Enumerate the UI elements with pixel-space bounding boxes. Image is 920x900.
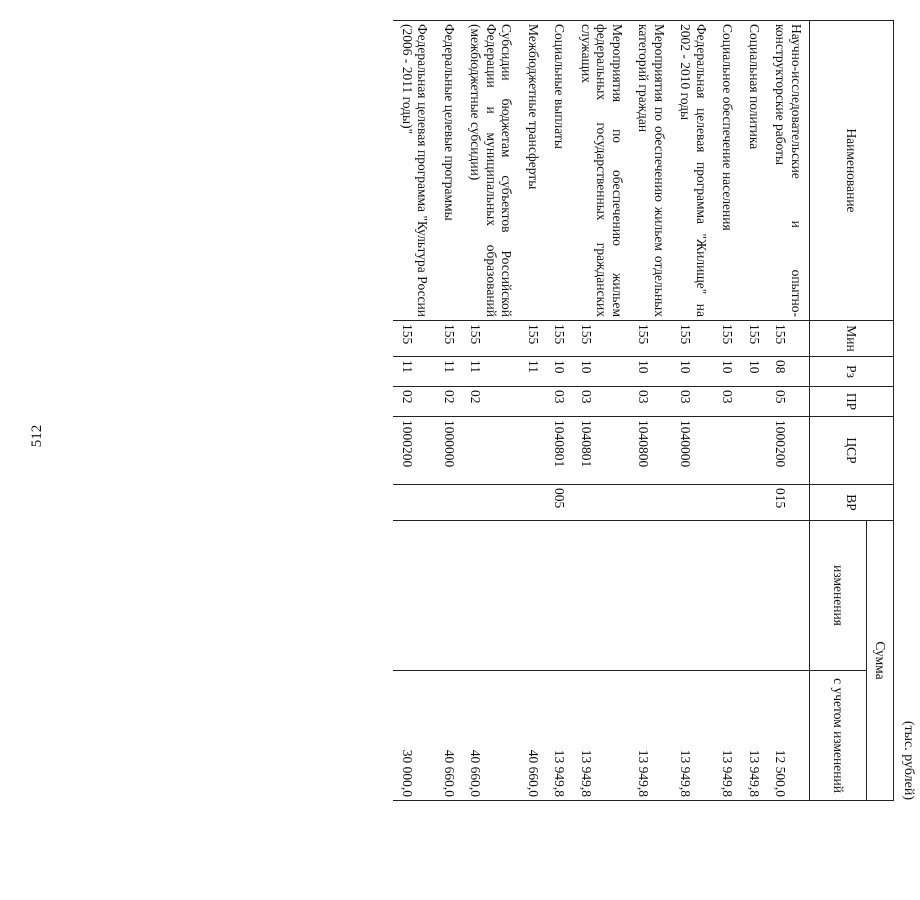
row-pr xyxy=(740,387,767,417)
row-changes xyxy=(393,521,435,671)
row-changes xyxy=(672,521,714,671)
row-rz: 11 xyxy=(519,357,546,387)
row-total: 40 660,0 xyxy=(462,671,520,801)
row-changes xyxy=(435,521,462,671)
row-name: Федеральная целевая программа "Культура России (2006 - 2011 годы)" xyxy=(393,21,435,321)
row-name: Федеральная целевая программа "Жилище" на 2002 - 2010 годы xyxy=(672,21,714,321)
row-total: 12 500,0 xyxy=(767,671,810,801)
row-changes xyxy=(462,521,520,671)
row-changes xyxy=(519,521,546,671)
row-changes xyxy=(714,521,741,671)
row-total: 13 949,8 xyxy=(630,671,672,801)
units-label: (тыс. рублей) xyxy=(901,720,916,800)
row-pr: 03 xyxy=(630,387,672,417)
header-min: Мин xyxy=(810,321,894,357)
row-changes xyxy=(546,521,573,671)
row-csr xyxy=(714,417,741,485)
header-with-changes: с учетом изменений xyxy=(810,671,867,801)
row-name: Субсидии бюджетам субъектов Российской Федерации и муниципальных образований (межбюджетные субсидии) xyxy=(462,21,520,321)
row-name: Социальные выплаты xyxy=(546,21,573,321)
row-vr xyxy=(714,485,741,521)
row-name: Федеральные целевые программы xyxy=(435,21,462,321)
row-changes xyxy=(630,521,672,671)
row-pr: 02 xyxy=(462,387,520,417)
row-pr: 02 xyxy=(435,387,462,417)
page-number: 512 xyxy=(29,424,45,448)
row-vr xyxy=(393,485,435,521)
row-pr: 03 xyxy=(714,387,741,417)
row-total: 13 949,8 xyxy=(546,671,573,801)
row-min: 155 xyxy=(767,321,810,357)
table-row xyxy=(519,21,546,801)
row-vr xyxy=(462,485,520,521)
header-csr: ЦСР xyxy=(810,417,894,485)
row-name: Межбюджетные трансферты xyxy=(519,21,546,321)
row-min: 155 xyxy=(393,321,435,357)
row-name: Социальная политика xyxy=(740,21,767,321)
row-vr xyxy=(519,485,546,521)
row-min: 155 xyxy=(672,321,714,357)
row-pr: 03 xyxy=(572,387,630,417)
row-csr xyxy=(462,417,520,485)
table-row xyxy=(740,21,767,801)
row-name: Мероприятия по обеспечению жильем отдельных категорий граждан xyxy=(630,21,672,321)
row-csr: 1040000 xyxy=(672,417,714,485)
header-rz: Рз xyxy=(810,357,894,387)
row-rz: 10 xyxy=(672,357,714,387)
table-row xyxy=(672,21,714,801)
row-pr: 03 xyxy=(672,387,714,417)
row-min: 155 xyxy=(714,321,741,357)
table-row xyxy=(572,21,630,801)
row-total: 13 949,8 xyxy=(714,671,741,801)
row-total: 40 660,0 xyxy=(519,671,546,801)
row-min: 155 xyxy=(740,321,767,357)
row-changes xyxy=(767,521,810,671)
row-vr xyxy=(740,485,767,521)
row-min: 155 xyxy=(462,321,520,357)
row-csr: 1000200 xyxy=(767,417,810,485)
row-name: Мероприятия по обеспечению жильем федеральных государственных гражданских служащих xyxy=(572,21,630,321)
row-vr: 015 xyxy=(767,485,810,521)
row-pr: 03 xyxy=(546,387,573,417)
table-row xyxy=(435,21,462,801)
row-pr xyxy=(519,387,546,417)
row-rz: 10 xyxy=(630,357,672,387)
row-csr: 1040800 xyxy=(630,417,672,485)
row-rz: 08 xyxy=(767,357,810,387)
row-vr xyxy=(630,485,672,521)
table-body xyxy=(393,21,809,801)
header-sum: Сумма xyxy=(867,521,894,801)
row-csr: 1000200 xyxy=(393,417,435,485)
table-row xyxy=(462,21,520,801)
row-rz: 10 xyxy=(740,357,767,387)
row-csr: 1040801 xyxy=(572,417,630,485)
rotated-page xyxy=(380,0,920,820)
row-total: 13 949,8 xyxy=(572,671,630,801)
table-row xyxy=(630,21,672,801)
header-vr: ВР xyxy=(810,485,894,521)
row-rz: 11 xyxy=(393,357,435,387)
budget-table xyxy=(393,20,894,801)
row-changes xyxy=(740,521,767,671)
row-total: 13 949,8 xyxy=(672,671,714,801)
header-changes: изменения xyxy=(810,521,867,671)
row-csr: 1000000 xyxy=(435,417,462,485)
row-min: 155 xyxy=(630,321,672,357)
row-vr xyxy=(672,485,714,521)
row-csr xyxy=(519,417,546,485)
table-row xyxy=(767,21,810,801)
row-csr: 1040801 xyxy=(546,417,573,485)
row-csr xyxy=(740,417,767,485)
row-total: 40 660,0 xyxy=(435,671,462,801)
row-min: 155 xyxy=(435,321,462,357)
row-rz: 10 xyxy=(572,357,630,387)
row-rz: 11 xyxy=(462,357,520,387)
row-vr xyxy=(435,485,462,521)
row-total: 13 949,8 xyxy=(740,671,767,801)
table-row xyxy=(714,21,741,801)
row-pr: 05 xyxy=(767,387,810,417)
row-changes xyxy=(572,521,630,671)
row-min: 155 xyxy=(519,321,546,357)
row-vr xyxy=(572,485,630,521)
row-pr: 02 xyxy=(393,387,435,417)
row-vr: 005 xyxy=(546,485,573,521)
row-total: 30 000,0 xyxy=(393,671,435,801)
row-rz: 10 xyxy=(546,357,573,387)
row-name: Научно-исследовательские и опытно-конструкторские работы xyxy=(767,21,810,321)
table-row xyxy=(546,21,573,801)
row-min: 155 xyxy=(572,321,630,357)
row-rz: 11 xyxy=(435,357,462,387)
row-rz: 10 xyxy=(714,357,741,387)
row-min: 155 xyxy=(546,321,573,357)
header-pr: ПР xyxy=(810,387,894,417)
table-row xyxy=(393,21,435,801)
header-name: Наименование xyxy=(810,21,894,321)
row-name: Социальное обеспечение населения xyxy=(714,21,741,321)
